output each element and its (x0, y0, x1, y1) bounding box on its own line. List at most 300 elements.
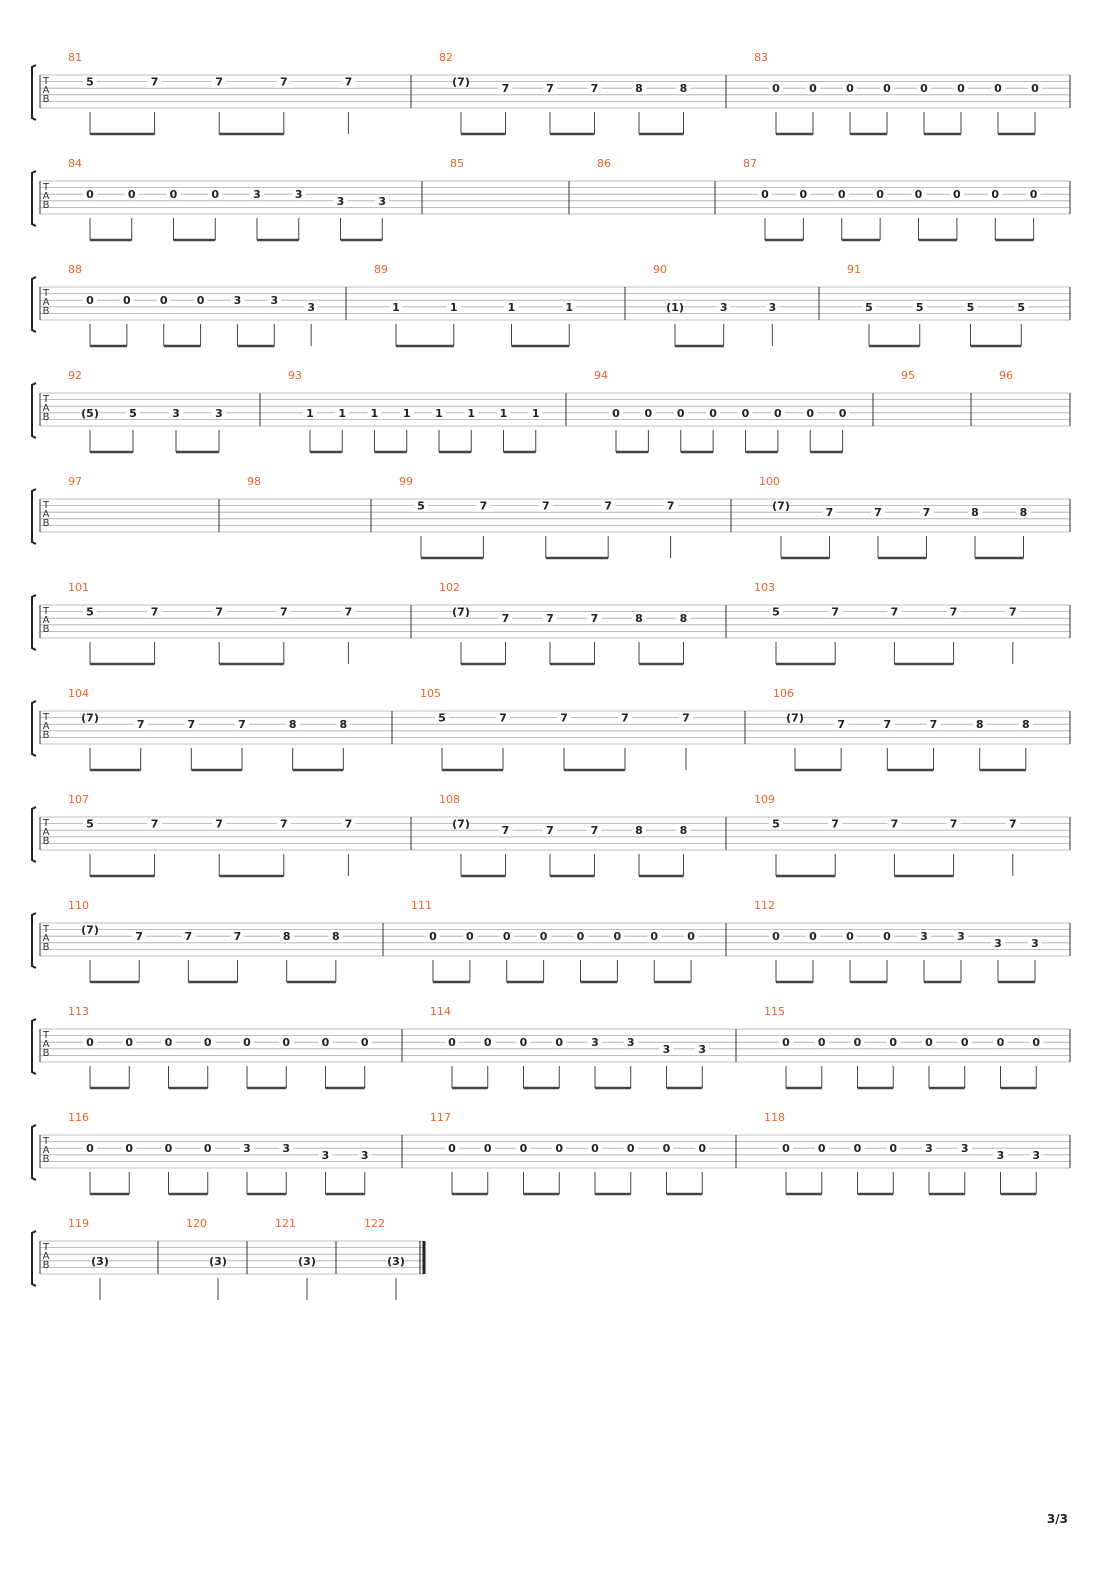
fret-number: 8 (635, 824, 643, 838)
fret-number: 3 (243, 1142, 251, 1156)
fret-number: (7) (786, 711, 804, 725)
measure-number: 92 (68, 369, 82, 382)
fret-number: 7 (136, 718, 145, 732)
fret-number: 1 (402, 406, 411, 420)
fret-number: (3) (209, 1254, 227, 1268)
fret-number: 0 (1031, 82, 1039, 96)
fret-number: 5 (915, 300, 924, 314)
fret-number: 0 (644, 406, 653, 420)
fret-number: 0 (914, 188, 923, 202)
fret-number: (3) (298, 1254, 316, 1268)
fret-number: 0 (86, 294, 94, 308)
measure-number: 84 (68, 157, 82, 170)
fret-number: 7 (546, 82, 554, 96)
measure-number: 100 (759, 475, 780, 488)
fret-number: 0 (86, 188, 94, 202)
fret-number: 7 (546, 824, 554, 838)
measure-number: 97 (68, 475, 82, 488)
tab-clef-letter: A (42, 191, 50, 202)
fret-number: 0 (687, 930, 695, 944)
fret-number: 0 (994, 82, 1002, 96)
fret-number: 8 (635, 612, 643, 626)
fret-number: 0 (519, 1142, 528, 1156)
fret-number: 0 (846, 82, 854, 96)
fret-number: 7 (184, 930, 193, 944)
tab-clef-letter: A (42, 1145, 50, 1156)
fret-number: 8 (288, 718, 297, 732)
fret-number: 7 (135, 930, 143, 944)
measure-number: 109 (754, 793, 775, 806)
fret-number: 5 (865, 300, 873, 314)
fret-number: 7 (279, 75, 288, 89)
fret-number: 1 (338, 406, 347, 420)
tab-clef-letter: A (42, 403, 50, 414)
fret-number: 0 (889, 1142, 898, 1156)
measure-number: 94 (594, 369, 608, 382)
fret-number: 7 (682, 711, 690, 725)
fret-number: 0 (86, 1142, 94, 1156)
fret-number: 7 (215, 817, 224, 831)
fret-number: 0 (741, 406, 750, 420)
fret-number: 3 (994, 936, 1002, 950)
measure-number: 118 (764, 1111, 785, 1124)
fret-number: 7 (238, 718, 246, 732)
fret-number: 0 (838, 406, 847, 420)
fret-number: 0 (809, 930, 817, 944)
fret-number: 0 (772, 930, 780, 944)
fret-number: 7 (1008, 817, 1017, 831)
fret-number: 1 (507, 300, 516, 314)
fret-number: 0 (448, 1036, 456, 1050)
fret-number: 5 (772, 817, 780, 831)
fret-number: 8 (635, 82, 643, 96)
fret-number: (7) (81, 711, 99, 725)
fret-number: 3 (1031, 936, 1039, 950)
fret-number: 0 (86, 1036, 94, 1050)
fret-number: 3 (360, 1148, 369, 1162)
fret-number: 0 (483, 1036, 492, 1050)
tab-clef-letter: B (42, 200, 50, 211)
tab-clef-letter: T (42, 818, 50, 829)
tab-clef-letter: T (42, 394, 50, 405)
fret-number: (7) (452, 605, 470, 619)
fret-number: 7 (344, 817, 353, 831)
fret-number: 0 (612, 406, 620, 420)
fret-number: 7 (590, 82, 599, 96)
measure-number: 114 (430, 1005, 451, 1018)
fret-number: 8 (975, 718, 984, 732)
fret-number: 7 (922, 506, 931, 520)
fret-number: 5 (86, 605, 94, 619)
fret-number: (3) (387, 1254, 405, 1268)
fret-number: 3 (172, 406, 180, 420)
fret-number: 3 (662, 1042, 671, 1056)
fret-number: 0 (774, 406, 782, 420)
fret-number: 0 (211, 188, 220, 202)
fret-number: 0 (321, 1036, 330, 1050)
system-bracket (32, 913, 36, 968)
fret-number: 8 (282, 930, 291, 944)
tab-clef-letter: T (42, 1242, 50, 1253)
tab-clef-letter: T (42, 182, 50, 193)
tab-clef-letter: B (42, 624, 50, 635)
measure-number: 89 (374, 263, 388, 276)
fret-number: 0 (125, 1036, 134, 1050)
fret-number: 5 (417, 499, 425, 513)
fret-number: 0 (883, 82, 891, 96)
fret-number: 1 (499, 406, 508, 420)
tab-system (32, 687, 1070, 770)
fret-number: (5) (81, 406, 99, 420)
measure-number: 103 (754, 581, 775, 594)
fret-number: 0 (555, 1142, 564, 1156)
measure-number: 121 (275, 1217, 296, 1230)
measure-number: 113 (68, 1005, 89, 1018)
tab-clef-letter: T (42, 500, 50, 511)
fret-number: 0 (960, 1036, 969, 1050)
tab-clef-letter: B (42, 1154, 50, 1165)
tab-system (32, 1005, 1070, 1088)
system-bracket (32, 277, 36, 332)
fret-number: 7 (546, 612, 554, 626)
fret-number: 0 (782, 1142, 790, 1156)
fret-number: 0 (196, 294, 205, 308)
fret-number: 3 (768, 300, 777, 314)
fret-number: 7 (890, 817, 899, 831)
measure-number: 106 (773, 687, 794, 700)
measure-number: 86 (597, 157, 611, 170)
system-bracket (32, 1125, 36, 1180)
fret-number: 0 (159, 294, 168, 308)
tab-clef-letter: B (42, 412, 50, 423)
fret-number: 8 (1022, 718, 1030, 732)
fret-number: 3 (307, 300, 315, 314)
fret-number: 3 (925, 1142, 933, 1156)
measure-number: 96 (999, 369, 1013, 382)
fret-number: 3 (336, 194, 345, 208)
system-bracket (32, 65, 36, 120)
fret-number: 0 (483, 1142, 492, 1156)
fret-number: 7 (215, 75, 224, 89)
fret-number: 0 (502, 930, 511, 944)
fret-number: (7) (81, 923, 99, 937)
fret-number: 0 (662, 1142, 671, 1156)
tab-clef-letter: A (42, 85, 50, 96)
fret-number: 1 (565, 300, 574, 314)
fret-number: (7) (772, 499, 790, 513)
system-bracket (32, 701, 36, 756)
fret-number: 8 (339, 718, 348, 732)
fret-number: 0 (806, 406, 815, 420)
fret-number: 5 (129, 406, 137, 420)
fret-number: 3 (294, 188, 303, 202)
fret-number: 7 (825, 506, 834, 520)
measure-number: 88 (68, 263, 82, 276)
measure-number: 93 (288, 369, 302, 382)
fret-number: 0 (996, 1036, 1005, 1050)
measure-number: 112 (754, 899, 775, 912)
fret-number: 0 (920, 82, 928, 96)
tab-clef-letter: T (42, 712, 50, 723)
fret-number: 0 (282, 1036, 291, 1050)
fret-number: 1 (467, 406, 476, 420)
tab-clef-letter: B (42, 518, 50, 529)
fret-number: 1 (435, 406, 443, 420)
fret-number: 0 (591, 1142, 599, 1156)
fret-number: (3) (91, 1254, 109, 1268)
measure-number: 119 (68, 1217, 89, 1230)
tab-system (32, 263, 1070, 346)
measure-number: 120 (186, 1217, 207, 1230)
fret-number: (1) (666, 300, 684, 314)
fret-number: 3 (253, 188, 261, 202)
measure-number: 98 (247, 475, 261, 488)
tab-system (32, 475, 1070, 558)
measure-number: 91 (847, 263, 861, 276)
fret-number: 7 (344, 605, 353, 619)
fret-number: 0 (876, 188, 884, 202)
measure-number: 107 (68, 793, 89, 806)
fret-number: 0 (817, 1036, 826, 1050)
fret-number: 5 (86, 817, 94, 831)
measure-number: 108 (439, 793, 460, 806)
fret-number: 7 (590, 824, 599, 838)
fret-number: 5 (1017, 300, 1026, 314)
fret-number: 0 (429, 930, 437, 944)
tab-clef-letter: A (42, 615, 50, 626)
fret-number: 7 (604, 499, 613, 513)
tab-clef-letter: B (42, 1260, 50, 1271)
fret-number: 5 (86, 75, 94, 89)
fret-number: 3 (282, 1142, 291, 1156)
measure-number: 85 (450, 157, 464, 170)
fret-number: 0 (698, 1142, 707, 1156)
tab-system (32, 1111, 1070, 1194)
system-bracket (32, 595, 36, 650)
fret-number: 0 (799, 188, 808, 202)
fret-number: 8 (679, 612, 688, 626)
fret-number: 0 (169, 188, 178, 202)
fret-number: 1 (449, 300, 458, 314)
measure-number: 82 (439, 51, 453, 64)
fret-number: 7 (233, 930, 242, 944)
tab-clef-letter: A (42, 509, 50, 520)
fret-number: 3 (626, 1036, 635, 1050)
fret-number: 0 (846, 930, 854, 944)
measure-number: 90 (653, 263, 667, 276)
fret-number: 0 (125, 1142, 134, 1156)
fret-number: 8 (679, 82, 688, 96)
fret-number: 1 (306, 406, 314, 420)
fret-number: 0 (837, 188, 846, 202)
tab-system (32, 899, 1070, 982)
fret-number: 3 (591, 1036, 599, 1050)
fret-number: 0 (127, 188, 136, 202)
fret-number: 0 (883, 930, 891, 944)
measure-number: 110 (68, 899, 89, 912)
fret-number: 3 (270, 294, 279, 308)
fret-number: 7 (344, 75, 353, 89)
tab-clef-letter: T (42, 606, 50, 617)
measure-number: 81 (68, 51, 82, 64)
fret-number: 0 (448, 1142, 456, 1156)
fret-number: 0 (709, 406, 717, 420)
fret-number: 0 (1032, 1036, 1041, 1050)
fret-number: 8 (971, 506, 979, 520)
fret-number: 0 (817, 1142, 826, 1156)
tab-system (32, 369, 1070, 452)
fret-number: 7 (831, 817, 840, 831)
fret-number: 1 (370, 406, 379, 420)
fret-number: 7 (949, 817, 958, 831)
measure-number: 105 (420, 687, 441, 700)
fret-number: 8 (1019, 506, 1028, 520)
fret-number: 0 (360, 1036, 369, 1050)
fret-number: 7 (501, 612, 510, 626)
measure-number: 87 (743, 157, 757, 170)
fret-number: 7 (279, 817, 288, 831)
fret-number: 3 (215, 406, 223, 420)
system-bracket (32, 1231, 36, 1286)
fret-number: 0 (782, 1036, 790, 1050)
fret-number: (7) (452, 817, 470, 831)
fret-number: 0 (650, 930, 659, 944)
fret-number: 7 (150, 75, 159, 89)
tab-clef-letter: A (42, 1039, 50, 1050)
fret-number: 0 (203, 1142, 212, 1156)
measure-number: 111 (411, 899, 432, 912)
fret-number: 3 (1032, 1148, 1041, 1162)
fret-number: 7 (874, 506, 882, 520)
fret-number: 0 (809, 82, 817, 96)
fret-number: 0 (772, 82, 780, 96)
fret-number: 3 (957, 930, 965, 944)
system-bracket (32, 489, 36, 544)
fret-number: 3 (960, 1142, 969, 1156)
fret-number: 1 (531, 406, 540, 420)
fret-number: 0 (123, 294, 131, 308)
measure-number: 116 (68, 1111, 89, 1124)
fret-number: 1 (392, 300, 400, 314)
measure-number: 99 (399, 475, 413, 488)
tab-clef-letter: A (42, 721, 50, 732)
fret-number: 7 (883, 718, 892, 732)
fret-number: 7 (501, 824, 510, 838)
tab-clef-letter: B (42, 1048, 50, 1059)
fret-number: 5 (772, 605, 780, 619)
system-bracket (32, 1019, 36, 1074)
fret-number: 7 (890, 605, 899, 619)
fret-number: 7 (499, 711, 507, 725)
measure-number: 115 (764, 1005, 785, 1018)
fret-number: 3 (698, 1042, 707, 1056)
tab-clef-letter: B (42, 94, 50, 105)
fret-number: 0 (761, 188, 769, 202)
fret-number: 7 (541, 499, 550, 513)
tab-clef-letter: T (42, 288, 50, 299)
fret-number: 7 (1008, 605, 1017, 619)
fret-number: 7 (666, 499, 675, 513)
tab-clef-letter: T (42, 76, 50, 87)
fret-number: 3 (996, 1148, 1005, 1162)
fret-number: 7 (590, 612, 599, 626)
fret-number: 0 (519, 1036, 528, 1050)
fret-number: 0 (466, 930, 474, 944)
fret-number: 7 (560, 711, 568, 725)
fret-number: 7 (215, 605, 224, 619)
tab-system (32, 157, 1070, 240)
fret-number: 0 (953, 188, 961, 202)
measure-number: 83 (754, 51, 768, 64)
fret-number: 0 (1029, 188, 1038, 202)
tab-clef-letter: T (42, 1136, 50, 1147)
fret-number: 8 (679, 824, 688, 838)
tab-clef-letter: A (42, 933, 50, 944)
fret-number: 3 (233, 294, 242, 308)
fret-number: 0 (626, 1142, 635, 1156)
page-number: 3/3 (1046, 1512, 1068, 1526)
fret-number: 0 (164, 1142, 173, 1156)
measure-number: 122 (364, 1217, 385, 1230)
fret-number: 3 (719, 300, 728, 314)
measure-number: 117 (430, 1111, 451, 1124)
measure-number: 104 (68, 687, 89, 700)
fret-number: 7 (929, 718, 938, 732)
tab-clef-letter: B (42, 836, 50, 847)
tab-system (32, 1217, 424, 1300)
fret-number: 0 (555, 1036, 564, 1050)
fret-number: 0 (889, 1036, 898, 1050)
fret-number: 3 (378, 194, 387, 208)
fret-number: 3 (920, 930, 928, 944)
fret-number: 8 (332, 930, 340, 944)
tab-clef-letter: B (42, 730, 50, 741)
fret-number: 5 (966, 300, 975, 314)
fret-number: 0 (853, 1142, 862, 1156)
measure-number: 102 (439, 581, 460, 594)
tab-clef-letter: A (42, 827, 50, 838)
fret-number: 0 (164, 1036, 173, 1050)
measure-number: 101 (68, 581, 89, 594)
system-bracket (32, 807, 36, 862)
fret-number: 0 (957, 82, 965, 96)
measure-number: 95 (901, 369, 915, 382)
fret-number: 0 (853, 1036, 862, 1050)
fret-number: 0 (991, 188, 1000, 202)
tab-clef-letter: B (42, 306, 50, 317)
tab-clef-letter: A (42, 297, 50, 308)
system-bracket (32, 383, 36, 438)
fret-number: 5 (438, 711, 446, 725)
fret-number: 0 (243, 1036, 251, 1050)
fret-number: (7) (452, 75, 470, 89)
fret-number: 0 (539, 930, 548, 944)
tab-clef-letter: A (42, 1251, 50, 1262)
fret-number: 7 (621, 711, 629, 725)
fret-number: 7 (150, 817, 159, 831)
fret-number: 0 (613, 930, 622, 944)
fret-number: 0 (925, 1036, 933, 1050)
tab-clef-letter: B (42, 942, 50, 953)
system-bracket (32, 171, 36, 226)
fret-number: 0 (203, 1036, 212, 1050)
fret-number: 7 (501, 82, 510, 96)
tab-clef-letter: T (42, 924, 50, 935)
fret-number: 3 (321, 1148, 330, 1162)
tab-system (32, 581, 1070, 664)
fret-number: 7 (187, 718, 196, 732)
fret-number: 7 (831, 605, 840, 619)
